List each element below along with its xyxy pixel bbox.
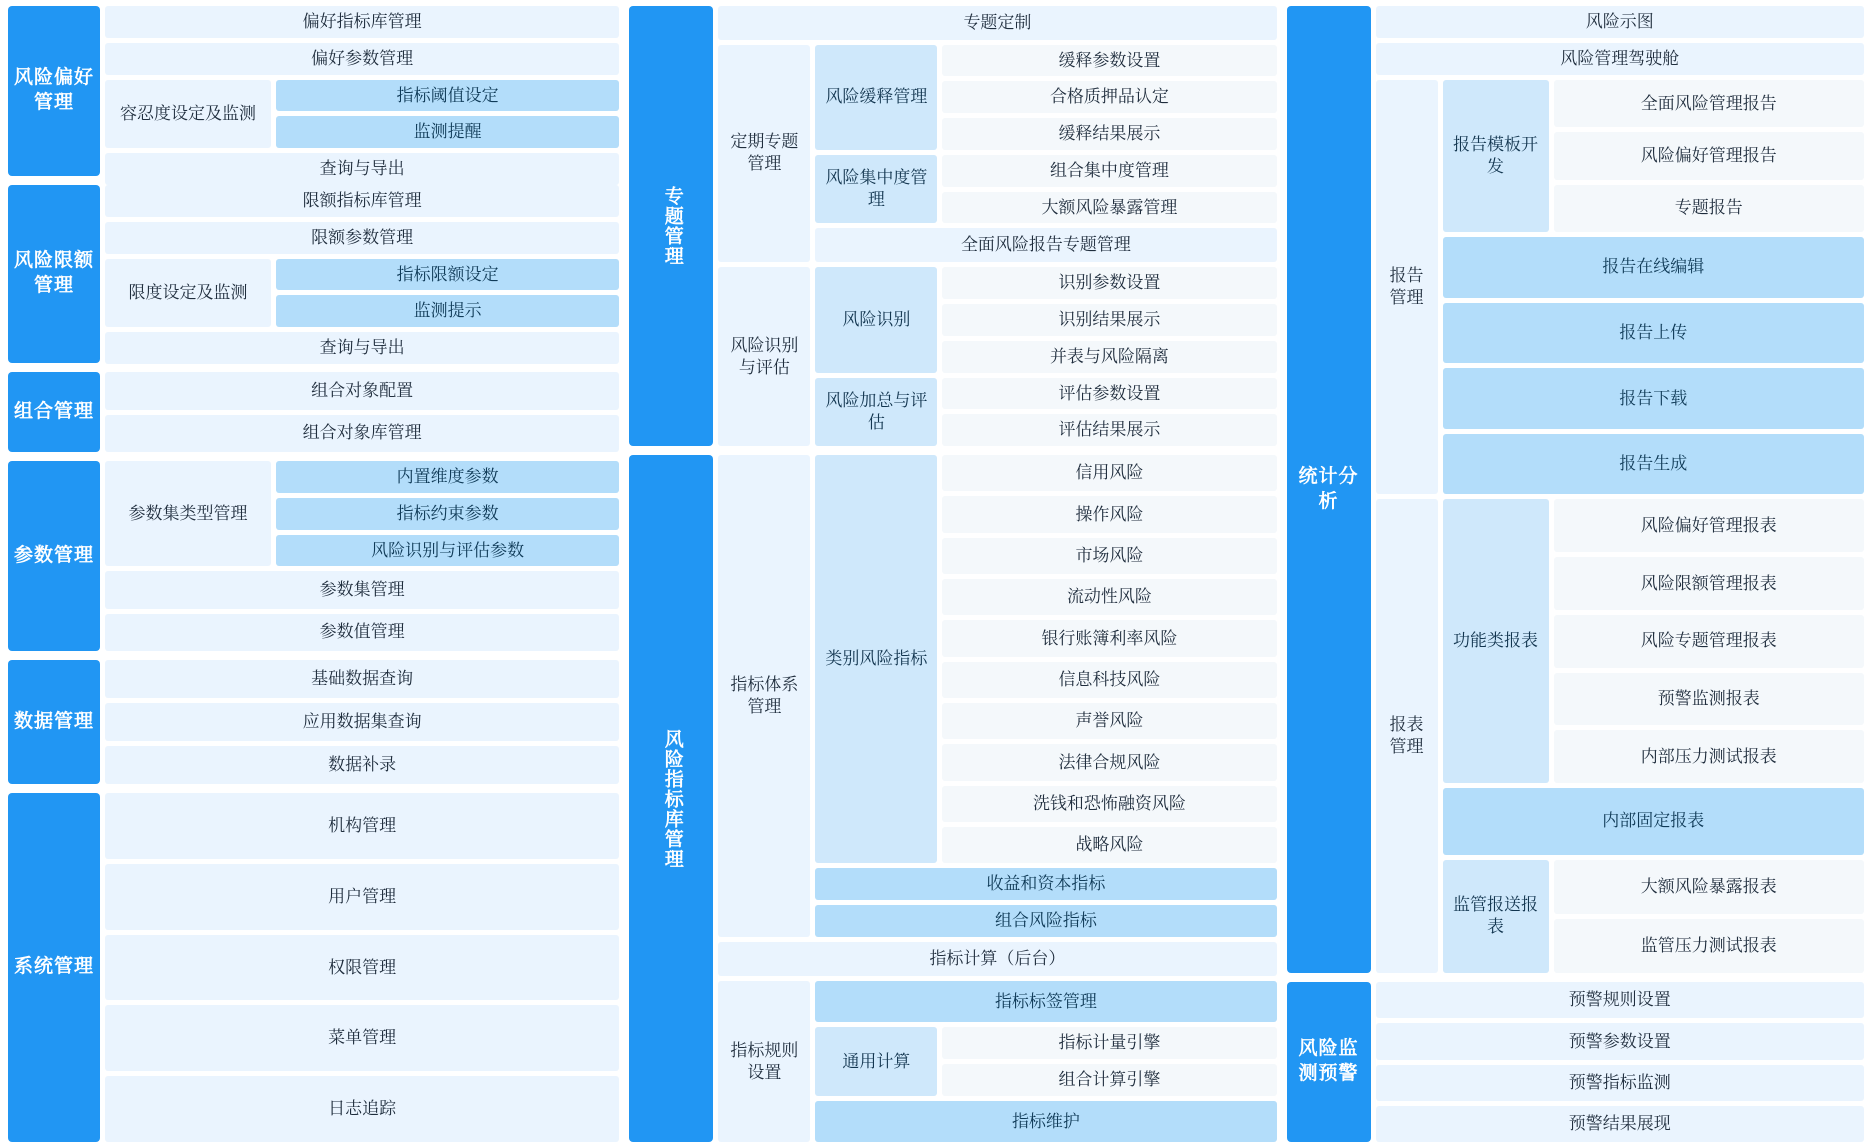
subgroup-label[interactable]: 通用计算 bbox=[815, 1027, 937, 1096]
section-label[interactable]: 定期专题管理 bbox=[718, 45, 810, 263]
item[interactable]: 查询与导出 bbox=[105, 332, 619, 364]
subgroup-label[interactable]: 参数集类型管理 bbox=[105, 461, 271, 566]
block-title[interactable]: 组合管理 bbox=[8, 372, 100, 452]
subgroup-label[interactable]: 限度设定及监测 bbox=[105, 259, 271, 328]
item[interactable]: 识别结果展示 bbox=[942, 304, 1276, 336]
item[interactable]: 预警监测报表 bbox=[1554, 673, 1864, 726]
item[interactable]: 指标标签管理 bbox=[815, 981, 1276, 1022]
item[interactable]: 内部压力测试报表 bbox=[1554, 730, 1864, 783]
block-title[interactable] bbox=[629, 6, 713, 446]
item[interactable]: 预警结果展现 bbox=[1376, 1106, 1864, 1142]
item[interactable]: 偏好指标库管理 bbox=[105, 6, 619, 38]
item[interactable]: 战略风险 bbox=[942, 827, 1276, 863]
item[interactable]: 全面风险管理报告 bbox=[1554, 80, 1864, 127]
item[interactable]: 专题定制 bbox=[718, 6, 1276, 40]
item[interactable]: 大额风险暴露报表 bbox=[1554, 860, 1864, 914]
item[interactable]: 偏好参数管理 bbox=[105, 43, 619, 75]
block-indicator-library bbox=[629, 455, 1276, 1142]
section-label[interactable]: 指标规则设置 bbox=[718, 981, 810, 1142]
block-title-label: 专题管理 bbox=[661, 186, 683, 266]
section-label[interactable]: 指标体系管理 bbox=[718, 455, 810, 937]
column-left bbox=[8, 6, 619, 1142]
subgroup-label[interactable]: 容忍度设定及监测 bbox=[105, 80, 271, 149]
subgroup-label[interactable]: 风险识别 bbox=[815, 267, 937, 372]
item[interactable]: 报告生成 bbox=[1443, 434, 1864, 495]
subgroup-label[interactable]: 功能类报表 bbox=[1443, 499, 1549, 783]
item[interactable]: 风险示图 bbox=[1376, 6, 1864, 38]
item[interactable]: 大额风险暴露管理 bbox=[942, 192, 1276, 224]
item[interactable]: 内置维度参数 bbox=[276, 461, 619, 493]
item[interactable]: 组合对象库管理 bbox=[105, 415, 619, 453]
item[interactable]: 洗钱和恐怖融资风险 bbox=[942, 786, 1276, 822]
item[interactable]: 权限管理 bbox=[105, 935, 619, 1001]
item[interactable]: 缓释参数设置 bbox=[942, 45, 1276, 77]
block-title[interactable]: 风险偏好管理 bbox=[8, 6, 100, 176]
item[interactable]: 指标约束参数 bbox=[276, 498, 619, 530]
block-statistics bbox=[1287, 6, 1864, 973]
item[interactable]: 市场风险 bbox=[942, 538, 1276, 574]
section-label[interactable]: 报表管理 bbox=[1376, 499, 1438, 973]
item[interactable]: 监测提示 bbox=[276, 295, 619, 327]
item[interactable]: 指标计量引擎 bbox=[942, 1027, 1276, 1059]
item[interactable]: 报告上传 bbox=[1443, 303, 1864, 364]
subgroup-label[interactable]: 风险加总与评估 bbox=[815, 378, 937, 447]
item[interactable]: 全面风险报告专题管理 bbox=[815, 228, 1276, 262]
item[interactable]: 指标维护 bbox=[815, 1101, 1276, 1142]
column-right bbox=[1287, 6, 1864, 1142]
item[interactable]: 流动性风险 bbox=[942, 579, 1276, 615]
item[interactable]: 风险识别与评估参数 bbox=[276, 535, 619, 567]
item[interactable]: 组合对象配置 bbox=[105, 372, 619, 410]
subgroup-label[interactable]: 风险缓释管理 bbox=[815, 45, 937, 150]
block-risk-appetite bbox=[8, 6, 619, 176]
item[interactable]: 缓释结果展示 bbox=[942, 118, 1276, 150]
item[interactable]: 监测提醒 bbox=[276, 116, 619, 148]
block-data bbox=[8, 660, 619, 784]
item[interactable]: 收益和资本指标 bbox=[815, 868, 1276, 900]
item[interactable]: 专题报告 bbox=[1554, 185, 1864, 232]
item[interactable]: 合格质押品认定 bbox=[942, 81, 1276, 113]
item[interactable]: 识别参数设置 bbox=[942, 267, 1276, 299]
item[interactable]: 报告下载 bbox=[1443, 368, 1864, 429]
item[interactable]: 日志追踪 bbox=[105, 1076, 619, 1142]
block-parameter bbox=[8, 461, 619, 651]
item[interactable]: 风险限额管理报表 bbox=[1554, 557, 1864, 610]
item[interactable]: 限额指标库管理 bbox=[105, 185, 619, 217]
item[interactable]: 报告在线编辑 bbox=[1443, 237, 1864, 298]
block-portfolio bbox=[8, 372, 619, 452]
item[interactable]: 指标计算（后台） bbox=[718, 942, 1276, 976]
item[interactable]: 监管压力测试报表 bbox=[1554, 919, 1864, 973]
block-system bbox=[8, 793, 619, 1142]
item[interactable]: 风险管理驾驶舱 bbox=[1376, 43, 1864, 75]
section-label[interactable]: 报告管理 bbox=[1376, 80, 1438, 494]
item[interactable]: 预警参数设置 bbox=[1376, 1023, 1864, 1059]
block-title[interactable]: 系统管理 bbox=[8, 793, 100, 1142]
item[interactable]: 银行账簿利率风险 bbox=[942, 620, 1276, 656]
item[interactable]: 应用数据集查询 bbox=[105, 703, 619, 741]
block-title-label: 风险指标库管理 bbox=[661, 728, 683, 869]
item[interactable]: 查询与导出 bbox=[105, 153, 619, 185]
item[interactable]: 评估参数设置 bbox=[942, 378, 1276, 410]
item[interactable]: 法律合规风险 bbox=[942, 744, 1276, 780]
subgroup-label[interactable]: 风险集中度管理 bbox=[815, 155, 937, 224]
item[interactable]: 信用风险 bbox=[942, 455, 1276, 491]
item[interactable]: 数据补录 bbox=[105, 746, 619, 784]
block-title[interactable]: 风险监测预警 bbox=[1287, 982, 1371, 1142]
item[interactable]: 限额参数管理 bbox=[105, 222, 619, 254]
section-label[interactable]: 风险识别与评估 bbox=[718, 267, 810, 446]
block-risk-monitoring bbox=[1287, 982, 1864, 1142]
item[interactable]: 预警规则设置 bbox=[1376, 982, 1864, 1018]
block-title[interactable]: 统计分析 bbox=[1287, 6, 1371, 973]
block-topic-management bbox=[629, 6, 1276, 446]
subgroup-label[interactable]: 类别风险指标 bbox=[815, 455, 937, 863]
item[interactable]: 机构管理 bbox=[105, 793, 619, 859]
block-title[interactable]: 数据管理 bbox=[8, 660, 100, 784]
item[interactable]: 组合集中度管理 bbox=[942, 155, 1276, 187]
item[interactable]: 参数集管理 bbox=[105, 571, 619, 608]
item[interactable]: 信息科技风险 bbox=[942, 662, 1276, 698]
item[interactable]: 评估结果展示 bbox=[942, 414, 1276, 446]
item[interactable]: 基础数据查询 bbox=[105, 660, 619, 698]
item[interactable]: 风险专题管理报表 bbox=[1554, 615, 1864, 668]
item[interactable]: 操作风险 bbox=[942, 496, 1276, 532]
item[interactable]: 指标限额设定 bbox=[276, 259, 619, 291]
item[interactable]: 声誉风险 bbox=[942, 703, 1276, 739]
block-title[interactable]: 风险限额管理 bbox=[8, 185, 100, 363]
subgroup-label[interactable]: 监管报送报表 bbox=[1443, 860, 1549, 973]
item[interactable]: 参数值管理 bbox=[105, 614, 619, 651]
item[interactable]: 用户管理 bbox=[105, 864, 619, 930]
subgroup-label[interactable]: 报告模板开发 bbox=[1443, 80, 1549, 232]
block-title[interactable] bbox=[629, 455, 713, 1142]
item[interactable]: 并表与风险隔离 bbox=[942, 341, 1276, 373]
block-title[interactable]: 参数管理 bbox=[8, 461, 100, 651]
item[interactable]: 内部固定报表 bbox=[1443, 788, 1864, 855]
item[interactable]: 菜单管理 bbox=[105, 1005, 619, 1071]
item[interactable]: 组合计算引擎 bbox=[942, 1064, 1276, 1096]
item[interactable]: 预警指标监测 bbox=[1376, 1065, 1864, 1101]
item[interactable]: 风险偏好管理报告 bbox=[1554, 132, 1864, 179]
item[interactable]: 风险偏好管理报表 bbox=[1554, 499, 1864, 552]
item[interactable]: 组合风险指标 bbox=[815, 905, 1276, 937]
item[interactable]: 指标阈值设定 bbox=[276, 80, 619, 112]
column-middle bbox=[629, 6, 1276, 1142]
block-risk-limit bbox=[8, 185, 619, 363]
